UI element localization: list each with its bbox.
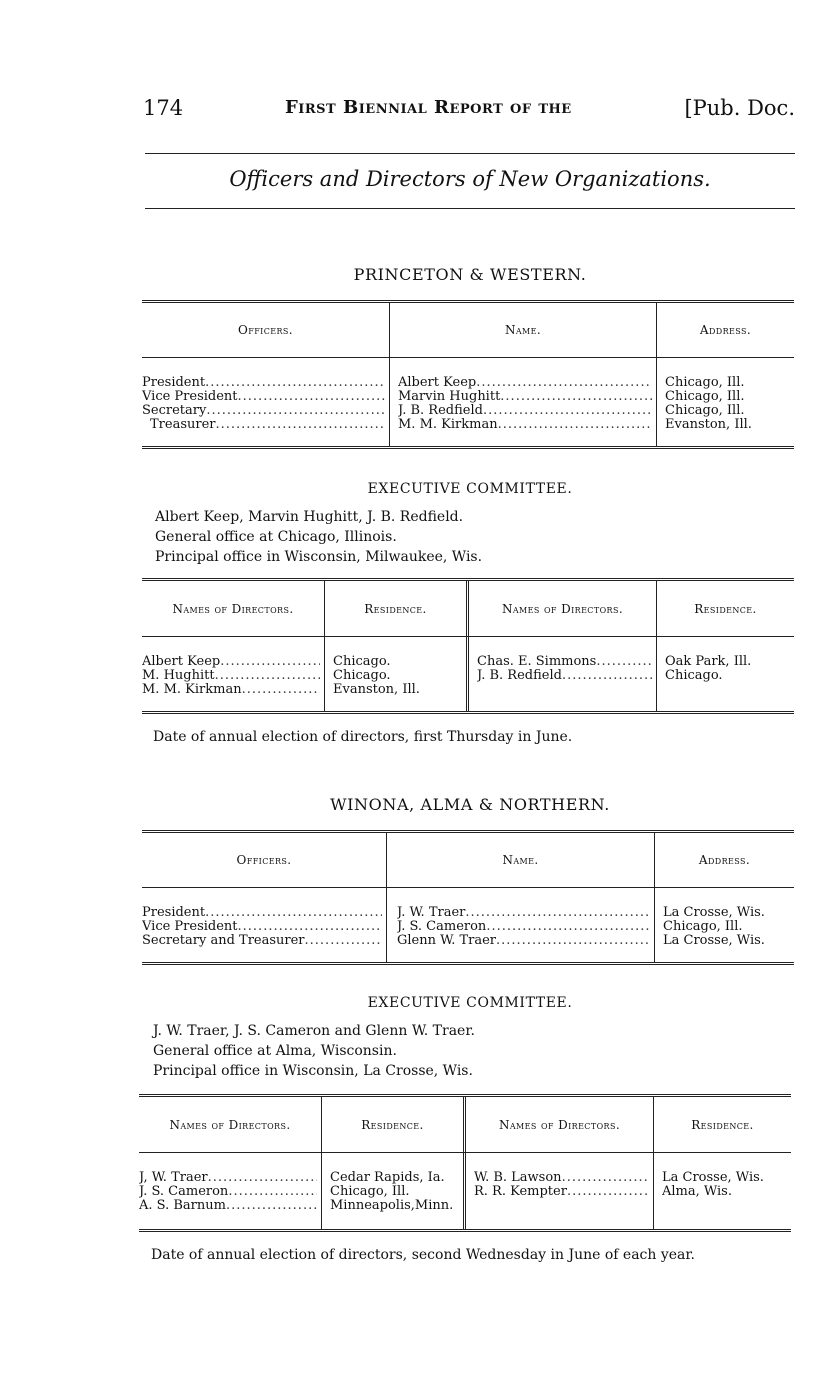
table-row: M. M. Kirkman ..... xyxy=(142,683,320,697)
table-row: J, W. Traer ..... xyxy=(139,1171,317,1185)
table-cell: M. M. Kirkman ..... xyxy=(398,418,652,432)
table-cell: Chicago, Ill. xyxy=(665,390,745,404)
table-cell: La Crosse, Wis. xyxy=(662,1171,764,1185)
general-office: General office at Chicago, Illinois. xyxy=(155,529,397,545)
table-cell: Evanston, Ill. xyxy=(333,683,420,697)
address-column xyxy=(655,888,794,962)
column-header: Names of Directors. xyxy=(139,1097,322,1152)
table-cell: Glenn W. Traer ..... xyxy=(397,934,650,948)
table-row: Vice President ..... xyxy=(142,390,385,404)
column-header: Names of Directors. xyxy=(466,1097,654,1152)
names-column xyxy=(387,888,655,962)
table-row: A. S. Barnum ..... xyxy=(139,1199,317,1213)
table-row: Treasurer ..... xyxy=(142,418,385,432)
directors-residence-left xyxy=(322,1153,466,1229)
directors-names-right xyxy=(466,1153,654,1229)
table-row: President ..... xyxy=(142,906,382,920)
column-header: Residence. xyxy=(691,1117,754,1132)
committee-heading: EXECUTIVE COMMITTEE. xyxy=(367,481,573,497)
table-cell: Cedar Rapids, Ia. xyxy=(330,1171,445,1185)
directors-names-right xyxy=(469,637,657,711)
column-header: Address. xyxy=(699,323,752,337)
directors-names-left xyxy=(139,1153,322,1229)
running-header xyxy=(143,96,795,126)
officers-column xyxy=(142,358,390,446)
committee-heading: EXECUTIVE COMMITTEE. xyxy=(367,995,573,1011)
table-cell: J. B. Redfield ..... xyxy=(398,404,652,418)
table-cell: J. W. Traer ..... xyxy=(397,906,650,920)
principal-office: Principal office in Wisconsin, Milwaukee, Wis. xyxy=(155,549,483,565)
names-column xyxy=(390,358,657,446)
directors-residence-left xyxy=(325,637,469,711)
column-header: Officers. xyxy=(142,833,387,887)
table-row: Chas. E. Simmons ..... xyxy=(477,655,652,669)
table-cell: Minneapolis,Minn. xyxy=(330,1199,454,1213)
directors-names-left xyxy=(142,637,325,711)
table-cell: Chicago, Ill. xyxy=(665,376,745,390)
table-row: Vice President ..... xyxy=(142,920,382,934)
running-title: First Biennial Report of the xyxy=(285,97,572,118)
table-cell: Chicago, Ill. xyxy=(665,404,745,418)
column-header: Residence. xyxy=(325,581,469,636)
committee-details xyxy=(153,1021,475,1081)
general-office: General office at Alma, Wisconsin. xyxy=(153,1043,397,1059)
table-row: Secretary ..... xyxy=(142,404,385,418)
table-row: W. B. Lawson ..... xyxy=(474,1171,649,1185)
table-cell: La Crosse, Wis. xyxy=(663,906,765,920)
election-note: Date of annual election of directors, second Wednesday in June of each year. xyxy=(151,1247,695,1263)
column-header: Residence. xyxy=(694,601,757,616)
table-cell: La Crosse, Wis. xyxy=(663,934,765,948)
table-cell: Marvin Hughitt ..... xyxy=(398,390,652,404)
directors-table xyxy=(139,1094,791,1232)
table-row: President ..... xyxy=(142,376,385,390)
committee-details xyxy=(155,507,482,567)
table-row: M. Hughitt ..... xyxy=(142,669,320,683)
column-header: Officers. xyxy=(142,303,390,357)
column-header: Name. xyxy=(390,303,657,357)
section-heading: Officers and Directors of New Organizations. xyxy=(229,167,711,191)
table-cell: Albert Keep ..... xyxy=(398,376,652,390)
column-header: Names of Directors. xyxy=(142,581,325,636)
officers-table xyxy=(142,830,794,965)
table-cell: Chicago. xyxy=(333,655,391,669)
officers-table xyxy=(142,300,794,449)
table-cell: Chicago, Ill. xyxy=(663,920,743,934)
header-rule-top xyxy=(145,153,795,154)
committee-members: Albert Keep, Marvin Hughitt, J. B. Redfield. xyxy=(155,509,464,525)
table-cell: Oak Park, Ill. xyxy=(665,655,752,669)
election-note: Date of annual election of directors, first Thursday in June. xyxy=(153,729,573,745)
directors-table xyxy=(142,578,794,714)
directors-residence-right xyxy=(657,637,794,711)
page-number: 174 xyxy=(143,96,184,120)
table-row: R. R. Kempter ..... xyxy=(474,1185,649,1199)
directors-residence-right xyxy=(654,1153,791,1229)
principal-office: Principal office in Wisconsin, La Crosse, Wis. xyxy=(153,1063,473,1079)
header-rule-bottom xyxy=(145,208,795,209)
running-right-label: [Pub. Doc. xyxy=(684,96,795,120)
table-row: J. S. Cameron ..... xyxy=(139,1185,317,1199)
officers-column xyxy=(142,888,387,962)
table-cell: Chicago. xyxy=(333,669,391,683)
table-cell: Evanston, Ill. xyxy=(665,418,752,432)
column-header: Residence. xyxy=(322,1097,466,1152)
table-cell: Chicago. xyxy=(665,669,723,683)
railroad-title: PRINCETON & WESTERN. xyxy=(353,265,587,284)
table-cell: Alma, Wis. xyxy=(662,1185,732,1199)
table-row: Secretary and Treasurer ..... xyxy=(142,934,382,948)
committee-members: J. W. Traer, J. S. Cameron and Glenn W. Traer. xyxy=(153,1023,475,1039)
table-cell: Chicago, Ill. xyxy=(330,1185,410,1199)
column-header: Names of Directors. xyxy=(469,581,657,636)
table-row: Albert Keep ..... xyxy=(142,655,320,669)
railroad-title: WINONA, ALMA & NORTHERN. xyxy=(330,795,610,814)
table-row: J. B. Redfield ..... xyxy=(477,669,652,683)
table-cell: J. S. Cameron ..... xyxy=(397,920,650,934)
column-header: Address. xyxy=(698,853,751,867)
address-column xyxy=(657,358,794,446)
column-header: Name. xyxy=(387,833,655,887)
